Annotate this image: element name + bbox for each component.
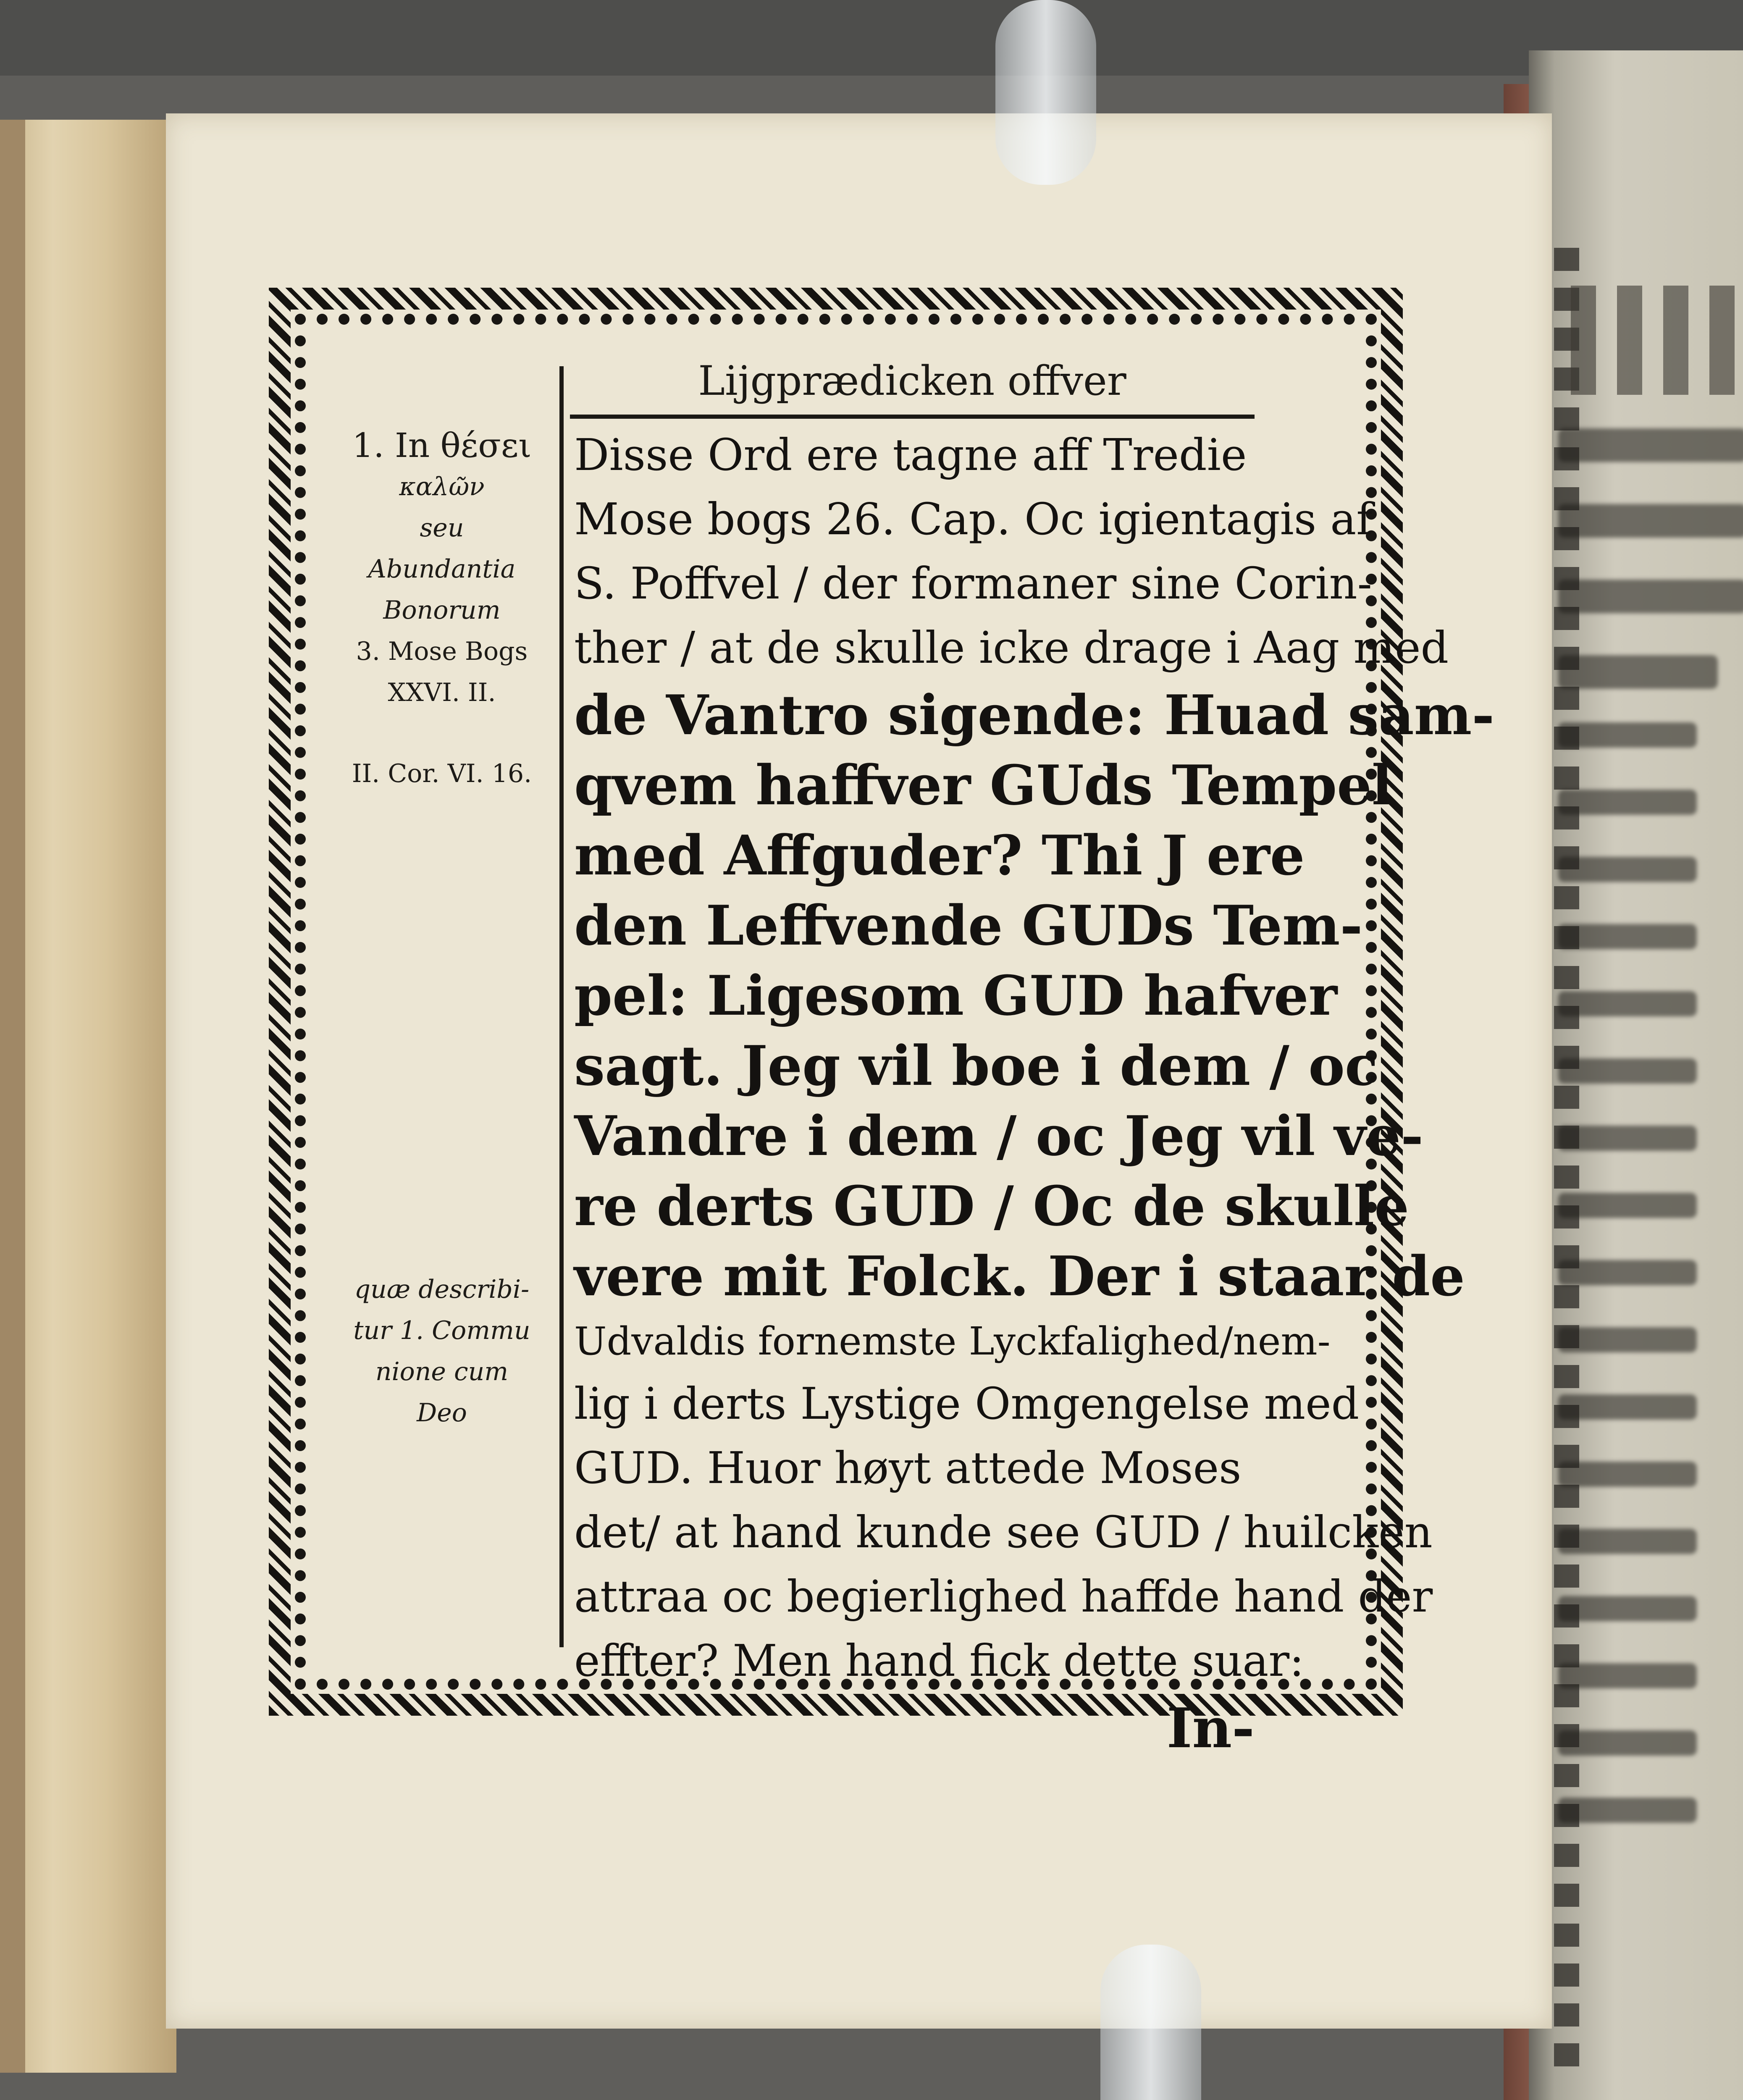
text-line: vere mit Folck. Der i staar de: [574, 1244, 1465, 1308]
text-line: ther / at de skulle icke drage i Aag med: [574, 622, 1449, 673]
book-edge-left: [0, 120, 176, 2073]
margin-note-line: Abundantia: [368, 554, 516, 584]
head-rule: [570, 415, 1255, 419]
text-line: qvem haffver GUds Tempel: [574, 753, 1393, 817]
margin-note-line: seu: [420, 513, 464, 543]
text-line: GUD. Huor høyt attede Moses: [574, 1442, 1242, 1494]
catchword: In-: [1166, 1696, 1255, 1760]
text-line: pel: Ligesom GUD hafver: [574, 963, 1338, 1028]
margin-note-line: 1. In θέσει: [352, 426, 532, 465]
text-line: S. Poffvel / der formaner sine Corin-: [574, 558, 1372, 609]
text-line: lig i derts Lystige Omgengelse med: [574, 1378, 1360, 1429]
text-line: effter? Men hand fick dette suar:: [574, 1635, 1305, 1686]
text-line: Udvaldis fornemste Lyckfalighed/nem-: [574, 1319, 1331, 1364]
margin-note-line: Bonorum: [383, 596, 501, 625]
background-top: [0, 0, 1743, 76]
text-line: sagt. Jeg vil boe i dem / oc: [574, 1034, 1378, 1098]
book-page: [166, 113, 1552, 2029]
text-line: den Leffvende GUDs Tem-: [574, 893, 1363, 958]
text-line: re derts GUD / Oc de skulle: [574, 1174, 1409, 1238]
margin-note-line: Deo: [417, 1398, 467, 1428]
column-rule: [559, 366, 564, 1647]
margin-note-line: καλῶν: [399, 472, 485, 501]
page-holder-clip-top: [995, 0, 1096, 185]
margin-note-line: quæ describi-: [354, 1275, 530, 1304]
margin-note-line: nione cum: [375, 1357, 509, 1386]
text-line: med Affguder? Thi J ere: [574, 823, 1305, 887]
ornamental-border: [269, 288, 1495, 1760]
text-line: attraa oc begierlighed haffde hand der: [574, 1571, 1433, 1622]
margin-notes: [333, 425, 551, 1433]
margin-note-reference: II. Cor. VI. 16.: [352, 759, 532, 788]
body-text: [574, 423, 1495, 1763]
text-line: de Vantro sigende: Huad sam-: [574, 683, 1495, 747]
text-line: Disse Ord ere tagne aff Tredie: [574, 429, 1247, 480]
text-line: Mose bogs 26. Cap. Oc igientagis af: [574, 494, 1373, 545]
text-line: Vandre i dem / oc Jeg vil ve-: [574, 1104, 1424, 1168]
margin-note-line: tur 1. Commu: [353, 1316, 530, 1345]
page-holder-clip-bottom: [1100, 1945, 1201, 2100]
facing-page-right: [1529, 50, 1743, 2100]
running-head: Lijgprædicken offver: [698, 357, 1126, 404]
text-area: [333, 349, 1495, 1760]
text-line: det/ at hand kunde see GUD / huilcken: [574, 1507, 1433, 1558]
margin-note-line: 3. Mose Bogs: [356, 637, 528, 666]
margin-note-line: XXVI. II.: [388, 678, 496, 707]
